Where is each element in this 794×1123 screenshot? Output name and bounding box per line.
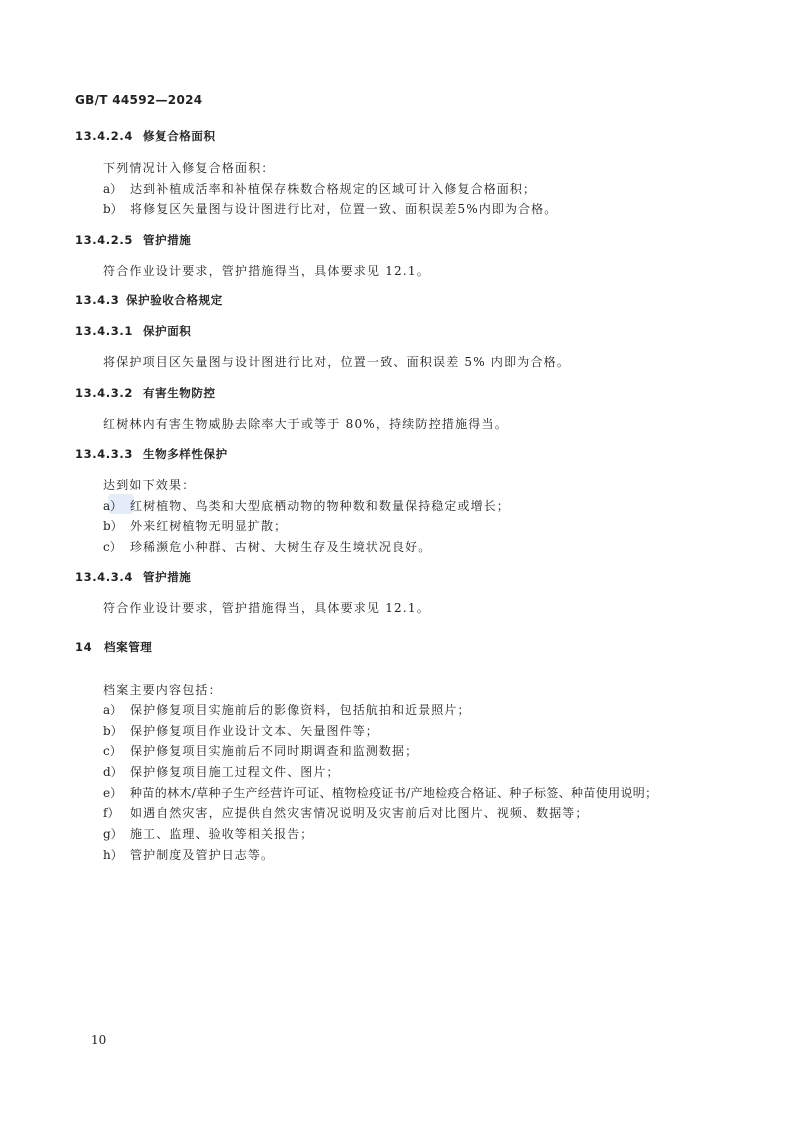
list-item <box>103 784 658 801</box>
section-title: 保护验收合格规定 <box>126 293 223 307</box>
standard-id: GB/T 44592—2024 <box>75 93 203 107</box>
section-number: 13.4.3 <box>75 293 120 307</box>
list-text: 管护制度及管护日志等。 <box>130 848 275 862</box>
list-text: 保护修复项目实施前后不同时期调查和监测数据； <box>130 744 419 758</box>
list-item <box>103 763 340 780</box>
list-text: 保护修复项目作业设计文本、矢量图件等； <box>130 724 379 738</box>
list-text: 将修复区矢量图与设计图进行比对，位置一致、面积误差5%内即为合格。 <box>130 202 558 216</box>
list-text: 红树植物、鸟类和大型底栖动物的物种数和数量保持稳定或增长； <box>130 499 510 513</box>
section-heading <box>75 569 191 585</box>
list-item <box>103 517 287 534</box>
paragraph: 将保护项目区矢量图与设计图进行比对，位置一致、面积误差 5% 内即为合格。 <box>103 355 571 369</box>
list-marker: c） <box>103 540 122 554</box>
list-text: 如遇自然灾害，应提供自然灾害情况说明及灾害前后对比图片、视频、数据等； <box>130 806 589 820</box>
paragraph: 档案主要内容包括： <box>103 683 222 697</box>
section-title: 有害生物防控 <box>143 386 216 400</box>
list-item <box>103 200 557 217</box>
paragraph: 符合作业设计要求，管护措施得当，具体要求见 12.1。 <box>103 601 430 615</box>
list-marker: b） <box>103 202 123 216</box>
section-heading <box>75 128 216 144</box>
list-marker: c） <box>103 744 122 758</box>
section-heading <box>75 232 191 248</box>
section-number: 13.4.3.4 <box>75 570 133 584</box>
list-text: 珍稀濒危小种群、古树、大树生存及生境状况良好。 <box>130 540 432 554</box>
paragraph: 红树林内有害生物威胁去除率大于或等于 80%，持续防控措施得当。 <box>103 417 508 431</box>
list-marker: f） <box>103 806 120 820</box>
list-marker: a） <box>103 703 123 717</box>
list-marker: a） <box>103 182 123 196</box>
section-number: 13.4.2.4 <box>75 129 133 143</box>
section-heading <box>75 292 223 308</box>
list-text: 保护修复项目实施前后的影像资料，包括航拍和近景照片； <box>130 703 471 717</box>
list-marker: b） <box>103 724 123 738</box>
section-title: 保护面积 <box>143 324 192 338</box>
chapter-number: 14 <box>75 640 93 654</box>
list-marker: g） <box>103 827 123 841</box>
section-number: 13.4.2.5 <box>75 233 133 247</box>
list-marker: d） <box>103 765 123 779</box>
list-item <box>103 538 431 555</box>
list-text: 保护修复项目施工过程文件、图片； <box>130 765 340 779</box>
section-title: 管护措施 <box>143 233 192 247</box>
list-text: 达到补植成活率和补植保存株数合格规定的区域可计入修复合格面积； <box>130 182 537 196</box>
section-number: 13.4.3.2 <box>75 386 133 400</box>
page-number: 10 <box>91 1033 107 1047</box>
list-item <box>103 722 379 739</box>
section-title: 生物多样性保护 <box>143 447 228 461</box>
list-item <box>103 742 418 759</box>
list-marker: b） <box>103 519 123 533</box>
paragraph: 达到如下效果： <box>103 478 196 492</box>
list-marker: h） <box>103 848 123 862</box>
list-item <box>103 497 510 514</box>
list-item <box>103 701 471 718</box>
list-marker: a） <box>103 499 123 513</box>
paragraph: 符合作业设计要求，管护措施得当，具体要求见 12.1。 <box>103 264 430 278</box>
paragraph: 下列情况计入修复合格面积： <box>103 161 275 175</box>
list-item <box>103 825 313 842</box>
list-text: 种苗的林木/草种子生产经营许可证、植物检疫证书/产地检疫合格证、种子标签、种苗使用说明； <box>130 786 658 800</box>
chapter-title: 档案管理 <box>104 640 153 654</box>
list-item <box>103 180 536 197</box>
section-heading <box>75 323 191 339</box>
list-marker: e） <box>103 786 123 800</box>
list-text: 外来红树植物无明显扩散； <box>130 519 288 533</box>
list-text: 施工、监理、验收等相关报告； <box>130 827 314 841</box>
chapter-heading <box>75 639 152 655</box>
section-heading <box>75 446 228 462</box>
section-number: 13.4.3.3 <box>75 447 133 461</box>
list-item <box>103 804 589 821</box>
section-heading <box>75 385 216 401</box>
section-title: 修复合格面积 <box>143 129 216 143</box>
section-title: 管护措施 <box>143 570 192 584</box>
section-number: 13.4.3.1 <box>75 324 133 338</box>
list-item <box>103 846 274 863</box>
